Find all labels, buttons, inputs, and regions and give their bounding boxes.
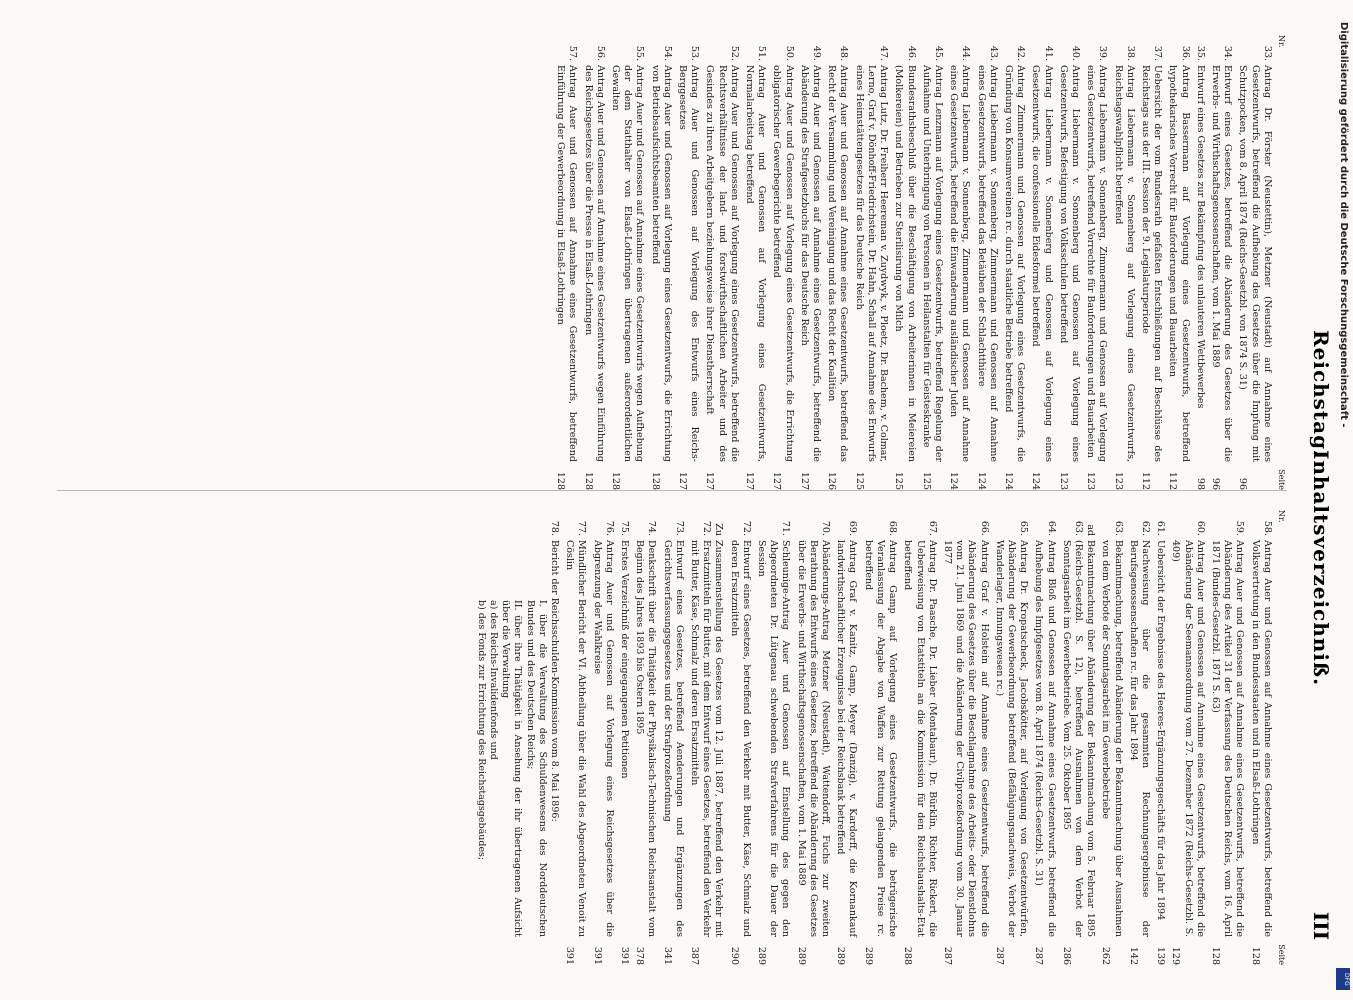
entry-text: Antrag Liebermann v. Sonnenberg, Zimmermann und Genossen auf Vorlegung eines Gesetzentwurfs, betreffend Vorrechte für Bauforderungen und Bauarbeiten xyxy=(1085,65,1109,462)
entry-page: 341 xyxy=(661,946,673,965)
entry-page: 123 xyxy=(1057,471,1069,490)
final-sub-3: a) des Reichs-Invalidenfonds und xyxy=(488,600,500,760)
entry-text: Antrag Auer und Genossen auf Annahme eines Gesetzentwurfs, betreffend das Recht der Versammlung und Vereinigung und das Recht der Koalition xyxy=(826,65,850,462)
entry-text: Bundesrathsbeschluß über die Beschäftigung von Arbeiterinnen in Meiereien (Molkereien) und Betrieben zur Sterilisirung von Milch xyxy=(893,65,917,462)
entry-page: 124 xyxy=(1002,471,1014,490)
list-item xyxy=(770,35,794,490)
entry-number: 67. xyxy=(926,520,938,536)
list-item xyxy=(727,510,751,965)
entry-number: 62. xyxy=(1139,520,1151,536)
entry-page: 96 xyxy=(1209,477,1221,490)
entry-number: 49. xyxy=(811,45,823,61)
list-item xyxy=(648,35,672,490)
list-item xyxy=(609,35,646,490)
list-item xyxy=(755,510,792,965)
list-item xyxy=(1057,35,1081,490)
list-item xyxy=(1209,35,1233,490)
entry-page: 127 xyxy=(771,471,783,490)
list-item xyxy=(901,510,938,965)
list-item xyxy=(941,510,990,965)
list-item xyxy=(618,510,630,965)
final-entry-title: Bericht der Reichsschulden-Kommission vom 8. Mai 1896: xyxy=(549,540,561,822)
list-item xyxy=(1032,510,1056,965)
list-item xyxy=(892,35,916,490)
entry-page: 127 xyxy=(798,471,810,490)
list-item xyxy=(920,35,944,490)
list-item xyxy=(563,510,587,965)
entry-text: Antrag Liebermann v. Sonnenberg und Genossen auf Vorlegung eines Gesetzentwurfs, die confessionelle Eidesformel betreffend xyxy=(1030,65,1054,462)
entry-page: 112 xyxy=(1139,471,1151,490)
entry-text: Erstes Verzeichniß der eingegangenen Petitionen xyxy=(619,540,631,779)
list-item xyxy=(862,510,899,965)
entry-page: 128 xyxy=(582,471,594,490)
entry-number: 52. xyxy=(728,45,740,61)
entry-text: Antrag Zimmermann und Genossen auf Vorlegung eines Gesetzentwurfs, die Gründung von Konsumvereinen rc. durch staatliche Betriebe betreffend xyxy=(1002,65,1027,462)
entry-text: Antrag Gamp auf Vorlegung eines Gesetzentwurfs, die betrügerische Veranlassung der Abgabe von Waffen zur Rettung gelangenden Preise rc. betreffend xyxy=(862,540,899,937)
entry-text: Denkschrift über die Thätigkeit der Physikalisch-Technischen Reichsanstalt vom Beginn des Jahres 1893 bis Ostern 1895 xyxy=(634,540,658,937)
list-item xyxy=(993,510,1030,965)
entry-text: Entwurf eines Gesetzes, betreffend die Abänderung des Gesetzes über die Erwerbs- und Wirthschaftsgenossenschaften, vom 1. Mai 1889 xyxy=(1209,65,1234,462)
list-item xyxy=(660,510,684,965)
entry-number: 63. xyxy=(1112,520,1124,536)
left-column xyxy=(551,35,1287,490)
entry-page: 290 xyxy=(728,946,740,965)
entry-number: 73. xyxy=(673,520,685,536)
entry-text: Antrag Auer und Genossen auf Vorlegung eines Gesetzentwurfs, betreffend die Rechtsverhältnisse der land- und forstwirthschaftlichen Arbeiter und des Gesindes zu ihren Arbeitgebern beziehungsweise ihrer Dienstherrschaft xyxy=(704,65,740,462)
entry-page: 126 xyxy=(826,471,838,490)
entry-number: 41. xyxy=(1042,45,1054,61)
entry-page: 287 xyxy=(1033,946,1045,965)
entry-page: 289 xyxy=(756,946,768,965)
final-sub-4: b) des Fonds zur Errichtung des Reichstagsgebäudes; xyxy=(475,600,487,861)
entry-page: 128 xyxy=(1209,946,1221,965)
list-item xyxy=(1084,35,1108,490)
entry-number: 70. xyxy=(820,520,832,536)
entry-number: 46. xyxy=(905,45,917,61)
right-column xyxy=(472,510,1287,965)
entry-page: 112 xyxy=(1167,471,1179,490)
entry-number: 72. xyxy=(740,520,752,536)
list-item xyxy=(1029,35,1053,490)
list-item xyxy=(1154,510,1166,965)
entry-number: 66. xyxy=(978,520,990,536)
list-item xyxy=(743,35,767,490)
entry-text: Antrag Liebermann v. Sonnenberg und Genossen auf Vorlegung eines Gesetzentwurfs, Befestigung von Volksschulen betreffend xyxy=(1057,65,1081,462)
entry-number: 56. xyxy=(594,45,606,61)
entry-text: Antrag Bloß und Genossen auf Annahme eines Gesetzentwurfs, betreffend die Aufhebung des Impfgesetzes vom 8. April 1874 (Reichs-Gesetzbl. S. 31) xyxy=(1033,540,1057,937)
entry-number: 77. xyxy=(576,520,588,536)
list-item xyxy=(1127,510,1151,965)
entry-page: 142 xyxy=(1127,946,1139,965)
entry-text: Antrag Lenzmann auf Vorlegung eines Gesetzentwurfs, betreffend Regelung der Aufnahme und Unterbringung von Personen in Heilanstalten für Geisteskranke xyxy=(920,65,944,462)
entry-text: Bekanntmachung, betreffend Abänderung der Bekanntmachung über Ausnahmen von dem Verbote der Sonntagsarbeit im Gewerbebetriebe xyxy=(1100,540,1124,937)
entry-page: 391 xyxy=(619,946,631,965)
list-item xyxy=(554,35,578,490)
entry-page: 125 xyxy=(893,471,905,490)
entry-page: 123 xyxy=(1112,471,1124,490)
entry-number: 60. xyxy=(1194,520,1206,536)
entry-number: 78. xyxy=(549,520,561,536)
entry-text: Zusammenstellung des Gesetzes vom 12. Juli 1887, betreffend den Verkehr mit Ersatzmitteln für Butter, mit dem Entwurf eines Gesetzes, betreffend den Verkehr mit Butter, Käse, Schmalz und deren Ersatzmitteln xyxy=(689,540,725,937)
entry-text: Mündlicher Bericht der VI. Abtheilung über die Wahl des Abgeordneten Venoit zu Cöslin xyxy=(564,540,588,937)
entry-page: 289 xyxy=(795,946,807,965)
entry-number: 34. xyxy=(1222,45,1234,61)
entry-page: 127 xyxy=(677,471,689,490)
entry-number: 33. xyxy=(1261,45,1273,61)
entry-text: Antrag Auer und Genossen auf Vorlegung eines Gesetzentwurfs, die Errichtung obligatorischer Gewerbegerichte betreffend xyxy=(771,65,795,462)
list-item xyxy=(590,510,614,965)
list-item xyxy=(1169,510,1206,965)
entry-text: Antrag Auer und Genossen auf Vorlegung eines Gesetzentwurfs, Normalarbeitstag betreffend xyxy=(744,65,768,462)
seite-header: Seite xyxy=(1277,469,1286,490)
list-item xyxy=(1139,35,1163,490)
entry-number: Zu 72. xyxy=(701,520,725,536)
entry-page: 96 xyxy=(1237,477,1249,490)
entry-number: 65. xyxy=(1018,520,1030,536)
list-item xyxy=(1166,35,1190,490)
entry-page: 289 xyxy=(862,946,874,965)
seite-header: Seite xyxy=(1277,944,1286,965)
entry-text: Entwurf eines Gesetzes, betreffend den Verkehr mit Butter, Käse, Schmalz und deren Ersatzmitteln xyxy=(728,540,752,937)
entry-page: 128 xyxy=(610,471,622,490)
page-header xyxy=(1297,60,1333,940)
entry-text: Antrag Lutz, Dr. Freiherr Heereman v. Zuydwyk, v. Ploetz, Dr. Bachem, v. Colmar, Lerno, Graf v. Dönhoff-Friedrichstein, Dr. Hahn, Schall auf Annahme des Entwurfs eines Heimstättengesetzes für das Deutsche Reich xyxy=(853,65,890,462)
entry-number: 69. xyxy=(847,520,859,536)
list-item xyxy=(1209,510,1246,965)
entry-number: 57. xyxy=(567,45,579,61)
entry-page: 287 xyxy=(993,946,1005,965)
entry-text: Uebersicht der vom Bundesrath gefaßten Entschließungen auf Beschlüsse des Reichstags aus der III. Session der 9. Legislaturperiode xyxy=(1139,65,1164,462)
entry-text: Antrag Graf v. Holstein auf Annahme eines Gesetzentwurfs, betreffend die Abänderung des Gesetzes über die Beschlagnahme des Arbeits- oder Dienstlohns vom 21. Juni 1869 und die Abänderung der Civilprozeßordnung vom 30. Januar 1877 xyxy=(941,540,990,937)
entry-text: Antrag Auer und Genossen auf Annahme eines Gesetzentwurfs, betreffend die Abänderung des Strafgesetzbuchs für das Deutsche Reich xyxy=(798,65,823,462)
entry-page: 378 xyxy=(634,946,646,965)
entry-page: 124 xyxy=(975,471,987,490)
entry-text: Antrag Dr. Paasche, Dr. Lieber (Montabaur), Dr. Bürklin, Richter, Rickert, die Ueberweisung von Etatstiteln an die Kommission für den Reichshaushalts-Etat betreffend xyxy=(902,540,938,937)
entry-text: Antrag Auer und Genossen auf Annahme eines Gesetzentwurfs, betreffend die Abänderung des Artikel 31 der Verfassung des Deutschen Reichs, vom 16. April 1871 (Bundes-Gesetzbl. 1871 S. 63) xyxy=(1209,540,1246,937)
entry-number: 42. xyxy=(1015,45,1027,61)
entry-page: 128 xyxy=(555,471,567,490)
column-header xyxy=(1275,35,1287,490)
entry-number: 75. xyxy=(619,520,631,536)
entry-number: 71. xyxy=(780,520,792,536)
entry-text: Antrag Auer und Genossen auf Vorlegung des Entwurfs eines Reichs-Berggesetzes xyxy=(677,65,701,462)
entry-page: 391 xyxy=(591,946,603,965)
entry-text: Antrag Liebermann v. Sonnenberg, Zimmermann und Genossen auf Annahme eines Gesetzentwurfs, betreffend das Betäuben der Schlachtthiere xyxy=(975,65,999,462)
final-entry xyxy=(475,510,560,965)
entry-list xyxy=(554,35,1273,490)
entry-text: Schleunige-Antrag Auer und Genossen auf Einstellung des gegen den Abgeordneten Dr. Lütgenau schwebenden Strafverfahrens für die Dauer der Session xyxy=(756,540,792,937)
dfg-logo: DFG xyxy=(1336,968,1350,990)
list-item xyxy=(703,35,740,490)
entry-page: 387 xyxy=(689,946,701,965)
entry-number: 43. xyxy=(987,45,999,61)
column-divider xyxy=(57,490,1287,491)
entry-list xyxy=(563,510,1273,965)
nr-header: Nr. xyxy=(1277,35,1286,48)
entry-number: 59. xyxy=(1234,520,1246,536)
list-item xyxy=(676,35,700,490)
entry-number: 54. xyxy=(661,45,673,61)
list-item xyxy=(1236,35,1273,490)
list-item xyxy=(1002,35,1026,490)
entry-number: 40. xyxy=(1069,45,1081,61)
list-item xyxy=(1099,510,1123,965)
entry-number: 47. xyxy=(878,45,890,61)
entry-text xyxy=(475,540,560,937)
entry-page: 127 xyxy=(704,471,716,490)
list-item xyxy=(1248,510,1272,965)
entry-number: 37. xyxy=(1152,45,1164,61)
entry-page: 123 xyxy=(1085,471,1097,490)
entry-text: Entwurf eines Gesetzes, betreffend Aenderungen und Ergänzungen des Gerichtsverfassungsgesetzes und der Strafprozeßordnung xyxy=(661,540,685,937)
header-left-title: Reichstag. xyxy=(1309,330,1333,459)
entry-text: Antrag Auer und Genossen auf Annahme eines Gesetzentwurfs, betreffend Einführung der Gewerbeordnung in Elsaß-Lothringen xyxy=(555,65,579,462)
entry-number: 38. xyxy=(1124,45,1136,61)
entry-number: 51. xyxy=(756,45,768,61)
entry-page: 139 xyxy=(1155,946,1167,965)
final-sub-2: II. über ihre Thätigkeit in Ansehung der ihr übertragenen Aufsicht über die Verwaltung xyxy=(500,600,524,937)
entry-text: Bekanntmachung über Abänderung der Bekanntmachung vom 5. Februar 1895 (Reichs-Gesetzbl. S. 12), betreffend Ausnahmen von dem Verbot der Sonntagsarbeit im Gewerbebetriebe. Vom 25. Oktober 1895 xyxy=(1060,540,1097,937)
entry-text: Antrag Auer und Genossen auf Annahme eines Gesetzentwurfs, betreffend die Abänderung der Seemannsordnung vom 27. Dezember 1872 (Reichs-Gesetzbl. S. 409) xyxy=(1170,540,1206,937)
entry-text: Antrag Liebermann v. Sonnenberg auf Vorlegung eines Gesetzentwurfs, Reichstagswahlpflicht betreffend xyxy=(1112,65,1136,462)
entry-number: 55. xyxy=(634,45,646,61)
entry-page: 124 xyxy=(1030,471,1042,490)
entry-text: Antrag Dr. Förster (Neustettin), Metzner (Neustadt) auf Annahme eines Gesetzentwurfs, betreffend die Aufhebung des Gesetzes über die Impfung mit Schutzpocken, vom 8. April 1874 (Reichs-Gesetzbl. von 1874 S. 31) xyxy=(1237,65,1273,462)
nr-header: Nr. xyxy=(1277,510,1286,523)
entry-page: 129 xyxy=(1170,946,1182,965)
list-item xyxy=(633,510,657,965)
entry-text: Abänderungs-Antrag Metzner (Neustadt), Wattendorff, Fuchs zur zweiten Berathung des Entwurfs eines Gesetzes, betreffend die Abänderung des Gesetzes über die Erwerbs- und Wirthschaftsgenossenschaften, vom 1. Mai 1889 xyxy=(795,540,832,937)
entry-number: 45. xyxy=(932,45,944,61)
final-sub-1: I. über die Verwaltung des Schuldenwesens des Norddeutschen Bundes und des Deutschen Reichs; xyxy=(524,600,548,937)
list-item xyxy=(974,35,998,490)
entry-text: Uebersicht der Ergebnisse des Heeres-Ergänzungsgeschäfts für das Jahr 1894 xyxy=(1155,540,1167,921)
entry-page: 288 xyxy=(902,946,914,965)
entry-number: 36. xyxy=(1179,45,1191,61)
entry-number: 64. xyxy=(1045,520,1057,536)
list-item xyxy=(1194,35,1206,490)
column-header xyxy=(1275,510,1287,965)
entry-text: Antrag Auer und Genossen auf Annahme eines Gesetzentwurfs wegen Aufhebung der dem Statthalter von Elsaß-Lothringen übertragenen außerordentlichen Gewalten xyxy=(610,65,646,462)
entry-page: 262 xyxy=(1100,946,1112,965)
entry-number: 76. xyxy=(603,520,615,536)
list-item xyxy=(794,510,831,965)
entry-text: Entwurf eines Gesetzes zur Bekämpfung des unlauteren Wettbewerbes xyxy=(1194,65,1206,409)
list-item xyxy=(834,510,858,965)
entry-text: Antrag Auer und Genossen auf Vorlegung eines Gesetzentwurfs, die Errichtung von Betriebsaufsichtsbeamten betreffend xyxy=(649,65,673,462)
list-item xyxy=(1060,510,1097,965)
entry-page: 287 xyxy=(941,946,953,965)
entry-number: 68. xyxy=(887,520,899,536)
entry-page: 124 xyxy=(948,471,960,490)
entry-page: 125 xyxy=(920,471,932,490)
entry-text: Antrag Liebermann v. Sonnenberg, Zimmermann und Genossen auf Annahme eines Gesetzentwurfs, betreffend die Einwanderung ausländischer Juden xyxy=(948,65,972,462)
entry-number: 53. xyxy=(689,45,701,61)
entry-page: 391 xyxy=(564,946,576,965)
footer-text: Digitalisierung gefördert durch die Deutsche Forschungsgemeinschaft - xyxy=(1338,22,1349,428)
list-item xyxy=(1111,35,1135,490)
entry-page: 286 xyxy=(1060,946,1072,965)
entry-text: Nachweisung über die gesammten Rechnungsergebnisse der Berufsgenossenschaften rc. für das Jahr 1894 xyxy=(1127,540,1151,937)
entry-number: 39. xyxy=(1097,45,1109,61)
entry-text: Antrag Auer und Genossen auf Annahme eines Gesetzentwurfs, betreffend die Volksvertretung in den Bundesstaaten und in Elsaß-Lothringen xyxy=(1249,540,1273,937)
list-item xyxy=(825,35,849,490)
entry-text: Antrag Auer und Genossen auf Annahme eines Gesetzentwurfs wegen Einführung des Reichsgesetzes über die Presse in Elsaß-Lothringen xyxy=(582,65,606,462)
entry-number: 48. xyxy=(838,45,850,61)
list-item xyxy=(688,510,725,965)
entry-text: Antrag Bassermann auf Vorlegung eines Gesetzentwurfs, betreffend hypothekarisches Vorrecht für Bauforderungen und Bauarbeiten xyxy=(1167,65,1191,462)
entry-number: 44. xyxy=(960,45,972,61)
entry-page: 128 xyxy=(1249,946,1261,965)
list-item xyxy=(853,35,890,490)
list-item xyxy=(947,35,971,490)
header-center-title: Inhaltsverzeichniß. xyxy=(1309,450,1333,687)
page-number: III xyxy=(1309,911,1333,940)
entry-number: ad 63. xyxy=(1072,520,1097,536)
list-item xyxy=(581,35,605,490)
entry-page: 98 xyxy=(1194,477,1206,490)
entry-page: 125 xyxy=(853,471,865,490)
entry-page: 128 xyxy=(649,471,661,490)
entry-number: 50. xyxy=(783,45,795,61)
entry-text: Antrag Graf v. Kanitz, Gamp, Meyer (Danzig), v. Kardorff, die Kornankauf landwirthschaftlicher Erzeugnisse bei der Reichsbank betreffend xyxy=(835,540,859,937)
list-item xyxy=(798,35,822,490)
entry-number: 61. xyxy=(1155,520,1167,536)
entry-text: Antrag Dr. Kropatscheck, Jacobskötter, auf Vorlegung von Gesetzentwürfen, Abänderung der Gewerbeordnung betreffend (Befähigungsnachweis, Verbot der Wanderlager, Innungswesen rc.) xyxy=(993,540,1030,937)
entry-number: 74. xyxy=(646,520,658,536)
entry-number: 35. xyxy=(1194,45,1206,61)
entry-page: 127 xyxy=(744,471,756,490)
entry-number: 58. xyxy=(1261,520,1273,536)
entry-text: Antrag Auer und Genossen auf Vorlegung eines Reichsgesetzes über die Abgrenzung der Wahlkreise xyxy=(591,540,615,937)
entry-page: 289 xyxy=(835,946,847,965)
